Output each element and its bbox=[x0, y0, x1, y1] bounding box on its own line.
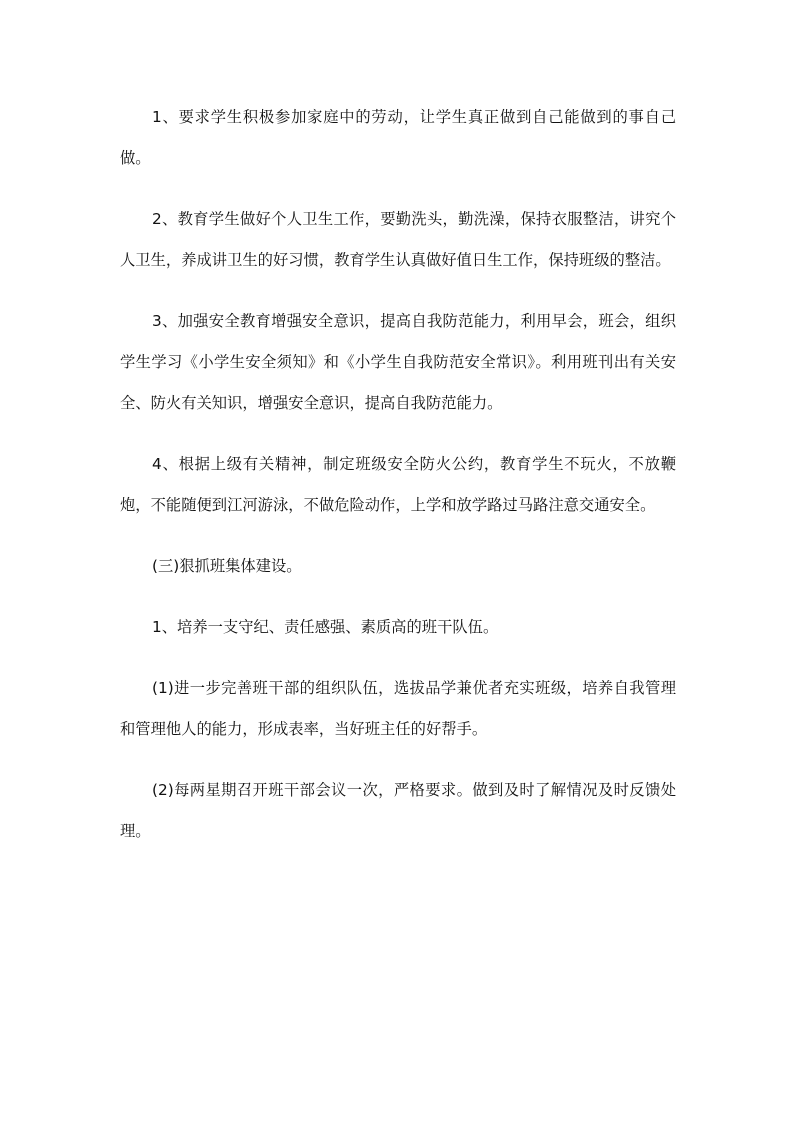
paragraph-cadre-organization: (1)进一步完善班干部的组织队伍，选拔品学兼优者充实班级，培养自我管理和管理他人的能力，形成表率，当好班主任的好帮手。 bbox=[120, 679, 676, 738]
section-heading-class-building: (三)狠抓班集体建设。 bbox=[152, 557, 302, 575]
paragraph-class-cadre-team: 1、培养一支守纪、责任感强、素质高的班干队伍。 bbox=[152, 618, 499, 636]
paragraph-safety-education: 3、加强安全教育增强安全意识，提高自我防范能力，利用早会，班会，组织学生学习《小学生安全须知》和《小学生自我防范安全常识》。利用班刊出有关安全、防火有关知识，增强安全意识，提高自我防范能力。 bbox=[120, 312, 676, 412]
document-body bbox=[120, 97, 676, 872]
paragraph-fire-safety: 4、根据上级有关精神，制定班级安全防火公约，教育学生不玩火，不放鞭炮，不能随便到江河游泳，不做危险动作，上学和放学路过马路注意交通安全。 bbox=[120, 455, 676, 514]
paragraph-household-labor: 1、要求学生积极参加家庭中的劳动，让学生真正做到自己能做到的事自己做。 bbox=[120, 108, 676, 167]
paragraph-cadre-meetings: (2)每两星期召开班干部会议一次，严格要求。做到及时了解情况及时反馈处理。 bbox=[120, 781, 676, 840]
paragraph-personal-hygiene: 2、教育学生做好个人卫生工作，要勤洗头，勤洗澡，保持衣服整洁，讲究个人卫生，养成讲卫生的好习惯，教育学生认真做好值日生工作，保持班级的整洁。 bbox=[120, 210, 676, 269]
